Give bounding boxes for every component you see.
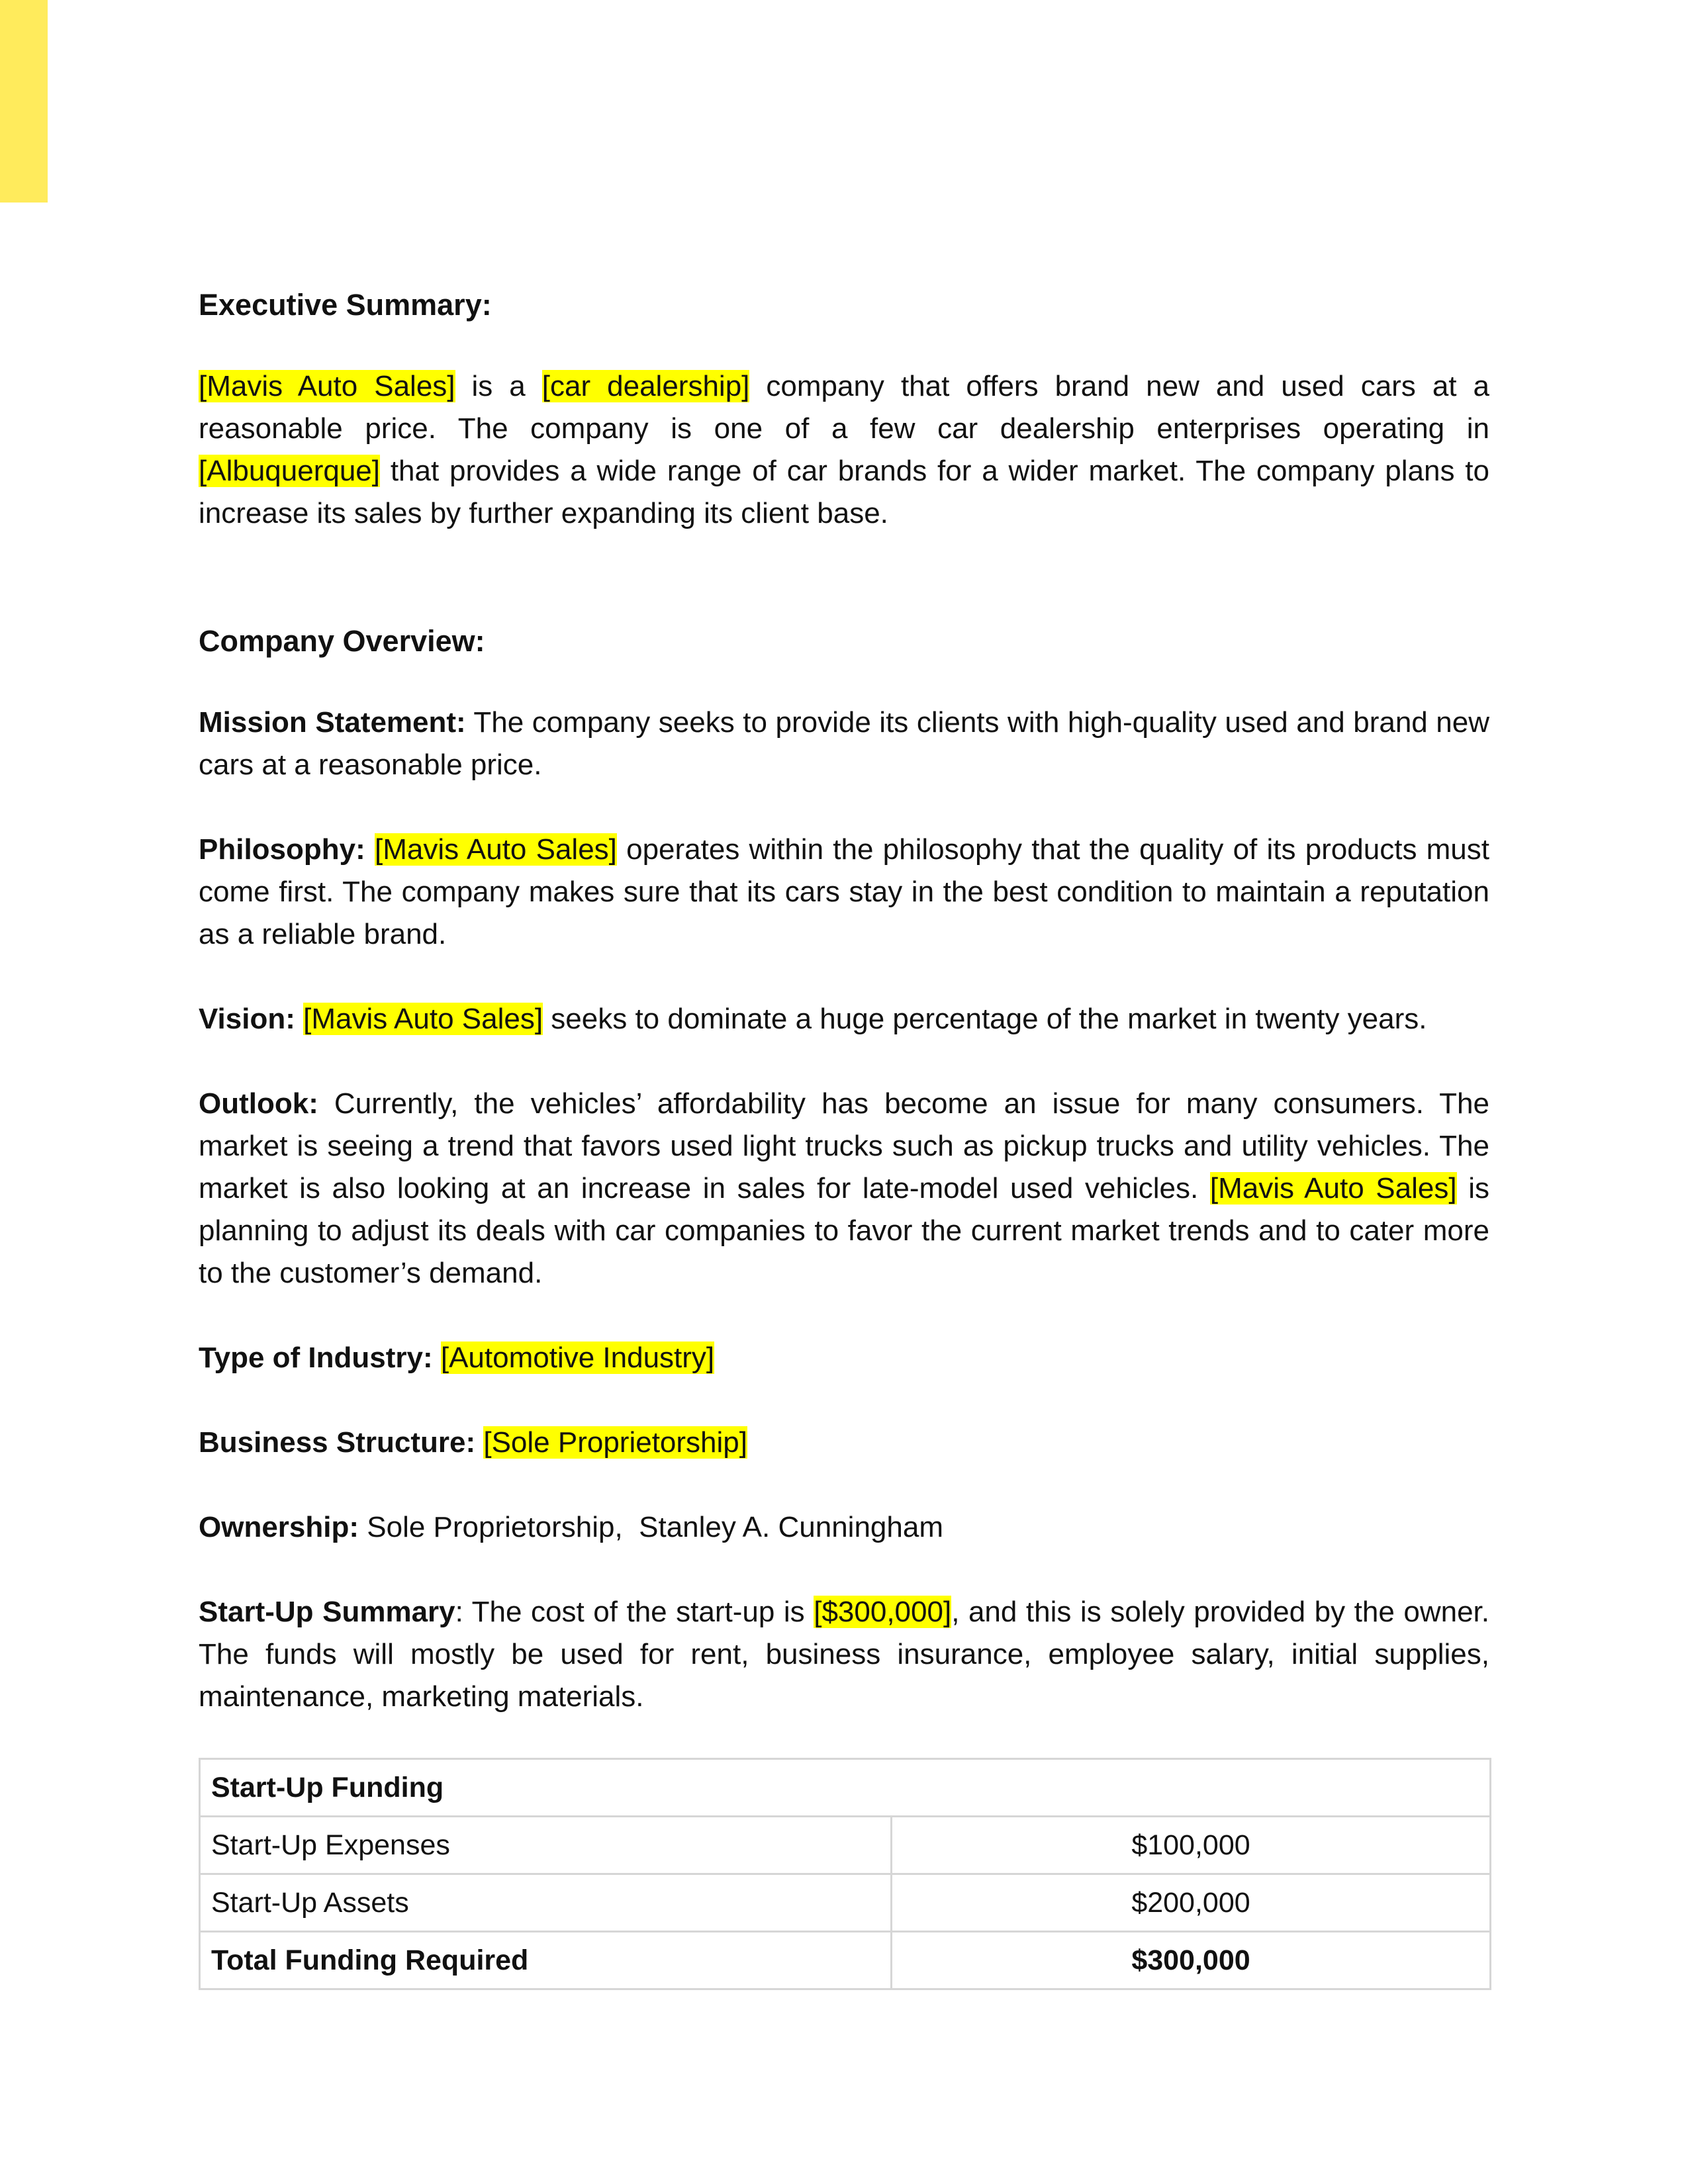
- ownership: [199, 1506, 1489, 1549]
- row-value: $100,000: [892, 1817, 1491, 1874]
- placeholder-company-name: [Mavis Auto Sales]: [199, 370, 455, 402]
- placeholder-company-name: [Mavis Auto Sales]: [374, 833, 617, 866]
- industry-label: Type of Industry:: [199, 1342, 441, 1374]
- outlook-label: Outlook:: [199, 1087, 318, 1120]
- row-label: Start-Up Assets: [200, 1874, 892, 1932]
- placeholder-structure: [Sole Proprietorship]: [483, 1426, 747, 1459]
- table-row: [200, 1817, 1491, 1874]
- placeholder-startup-amount: [$300,000]: [814, 1596, 952, 1628]
- vision-label: Vision:: [199, 1003, 304, 1035]
- startup-funding-table: [199, 1758, 1491, 1990]
- philosophy-paragraph: Philosophy: [Mavis Auto Sales] operates within the philosophy that the quality of its products must come first. The company makes sure that its cars stay in the best condition to maintain a reputation as a reliable brand.: [199, 833, 1490, 950]
- structure-label: Business Structure:: [199, 1426, 484, 1459]
- mission-statement: Mission Statement: The company seeks to provide its clients with high-quality used and brand new cars at a reasonable price.: [199, 706, 1489, 781]
- corner-color-tab: [0, 0, 48, 203]
- business-structure: [199, 1422, 1489, 1464]
- startup-label: Start-Up Summary: [199, 1596, 455, 1628]
- row-label: Start-Up Expenses: [200, 1817, 892, 1874]
- startup-summary: Start-Up Summary: The cost of the start-up is [$300,000], and this is solely provided by the owner. The funds will mostly be used for rent, business insurance, employee salary, initial supplies, maintenance, marketing materials.: [199, 1596, 1489, 1713]
- placeholder-company-name: [Mavis Auto Sales]: [1209, 1172, 1457, 1205]
- company-overview-heading: Company Overview:: [199, 624, 485, 658]
- row-value: $200,000: [892, 1874, 1491, 1932]
- ownership-value: Sole Proprietorship, Stanley A. Cunningham: [359, 1511, 943, 1543]
- executive-summary-heading: Executive Summary:: [199, 288, 492, 322]
- placeholder-company-name: [Mavis Auto Sales]: [303, 1003, 543, 1035]
- table-row: [200, 1874, 1491, 1932]
- placeholder-business-type: [car dealership]: [541, 370, 750, 402]
- total-value: $300,000: [892, 1932, 1491, 1989]
- industry-type: [199, 1337, 1489, 1379]
- outlook-paragraph: Outlook: Currently, the vehicles’ affordability has become an issue for many consumers. The market is seeing a trend that favors used light trucks such as pickup trucks and utility vehicles. The market is also looking at an increase in sales for late-model used vehicles. [Mavis Auto Sales] is planning to adjust its deals with car companies to favor the current market trends and to cater more to the customer’s demand.: [199, 1087, 1490, 1289]
- table-row: [200, 1759, 1491, 1817]
- table-row: [200, 1932, 1491, 1989]
- total-label: Total Funding Required: [200, 1932, 892, 1989]
- philosophy-label: Philosophy:: [199, 833, 375, 866]
- ownership-label: Ownership:: [199, 1511, 359, 1543]
- mission-label: Mission Statement:: [199, 706, 466, 739]
- table-title: Start-Up Funding: [200, 1759, 1491, 1817]
- placeholder-city: [Albuquerque]: [199, 455, 380, 487]
- placeholder-industry: [Automotive Industry]: [440, 1342, 715, 1374]
- executive-summary-paragraph: [Mavis Auto Sales] is a [car dealership] company that offers brand new and used cars at a reasonable price. The company is one of a few car dealership enterprises operating in [Albuquerque] that provides a wide range of car brands for a wider market. The company plans to increase its sales by further expanding its client base.: [199, 370, 1489, 529]
- document-page: [199, 278, 1489, 1990]
- vision-paragraph: Vision: [Mavis Auto Sales] seeks to dominate a huge percentage of the market in twenty years.: [199, 1003, 1427, 1035]
